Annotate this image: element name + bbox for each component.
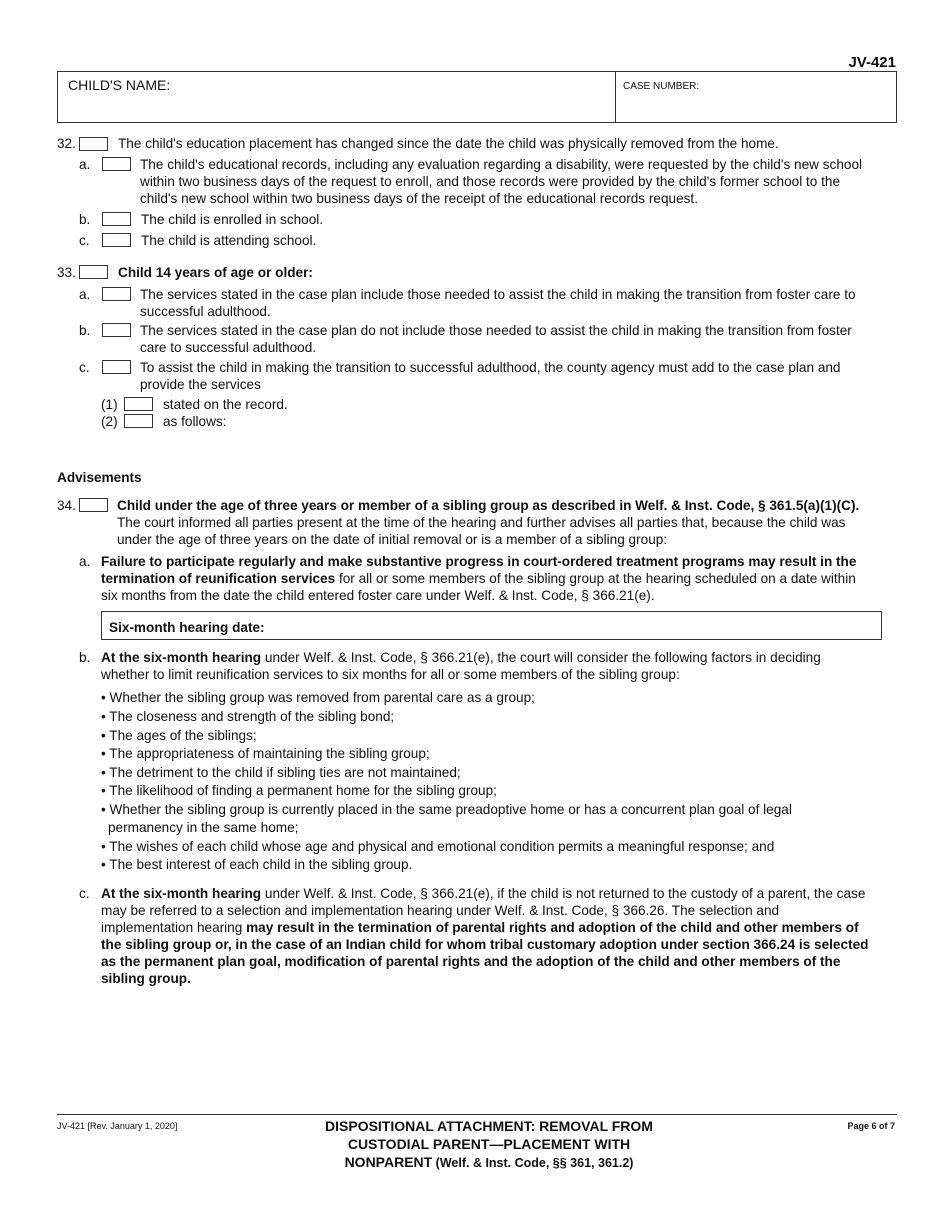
item33a-letter: a. <box>79 287 91 302</box>
item32b-letter: b. <box>79 212 91 227</box>
item32a-line1: The child's educational records, including any evaluation regarding a disability, were requested by the child's new school <box>140 157 863 172</box>
bullet-item: • Whether the sibling group is currently placed in the same preadoptive home or has a concurrent plan goal of legal <box>101 802 792 817</box>
item33-title: Child 14 years of age or older: <box>118 265 313 280</box>
item34-number: 34. <box>57 498 76 513</box>
item34c-line3-bold: may result in the termination of parental rights and adoption of the child and other members of <box>246 920 859 935</box>
footer-rule <box>57 1114 897 1115</box>
item33b-line1: The services stated in the case plan do not include those needed to assist the child in making the transition from foster <box>140 323 852 338</box>
item34b-line2: whether to limit reunification services to six months for all or some members of the sibling group: <box>101 667 680 682</box>
bullet-item-continuation: permanency in the same home; <box>108 820 299 835</box>
item32a-checkbox[interactable] <box>102 157 131 171</box>
bullet-item: • The likelihood of finding a permanent home for the sibling group; <box>101 783 497 798</box>
item34b-letter: b. <box>79 650 91 665</box>
item34a-line2-bold: termination of reunification services <box>101 571 336 586</box>
item33c2-text: as follows: <box>163 414 227 429</box>
header-divider <box>615 71 616 123</box>
item34c-line1 <box>101 885 865 902</box>
bullet-item: • The wishes of each child whose age and physical and emotional condition permits a meaningful response; and <box>101 839 775 854</box>
item33b-letter: b. <box>79 323 91 338</box>
item34a-line1: Failure to participate regularly and make substantive progress in court-ordered treatment programs may result in the <box>101 554 857 569</box>
item34a-letter: a. <box>79 554 91 569</box>
item33c-line2: provide the services <box>140 377 261 392</box>
item33c-line1: To assist the child in making the transition to successful adulthood, the county agency must add to the case plan and <box>140 360 841 375</box>
item32c-letter: c. <box>79 233 90 248</box>
item33c1-text: stated on the record. <box>163 397 288 412</box>
footer-title-line1: DISPOSITIONAL ATTACHMENT: REMOVAL FROM <box>325 1118 653 1134</box>
item33a-line2: successful adulthood. <box>140 304 271 319</box>
item34b-line1-rest: under Welf. & Inst. Code, § 366.21(e), the court will consider the following factors in deciding <box>261 650 821 665</box>
item32c-checkbox[interactable] <box>102 233 131 247</box>
item32c-text: The child is attending school. <box>141 233 317 248</box>
item33-number: 33. <box>57 265 76 280</box>
item32a-line2: within two business days of the request to enroll, and those records were provided by the child's former school to the <box>140 174 841 189</box>
item33c-checkbox[interactable] <box>102 360 131 374</box>
footer-title-line3-big: NONPARENT <box>344 1154 433 1170</box>
item33c-letter: c. <box>79 360 90 375</box>
item32b-checkbox[interactable] <box>102 212 131 226</box>
item33c2-checkbox[interactable] <box>124 414 153 428</box>
footer-page-number: Page 6 of 7 <box>847 1121 895 1131</box>
footer-title-line3-small: (Welf. & Inst. Code, §§ 361, 361.2) <box>432 1156 634 1170</box>
item33b-line2: care to successful adulthood. <box>140 340 317 355</box>
item34c-line1-bold: At the six-month hearing <box>101 886 262 901</box>
item33b-checkbox[interactable] <box>102 323 131 337</box>
item34-line2: under the age of three years on the date of initial removal or is a member of a sibling group: <box>117 532 668 547</box>
item34c-line1-rest: under Welf. & Inst. Code, § 366.21(e), if the child is not returned to the custody of a parent, the case <box>261 886 866 901</box>
item34-title: Child under the age of three years or member of a sibling group as described in Welf. & Inst. Code, § 361.5(a)(1)(C). <box>117 498 860 513</box>
child-name-label: CHILD'S NAME: <box>68 77 171 93</box>
item34c-line4: the sibling group or, in the case of an Indian child for whom tribal customary adoption under section 366.24 is selected <box>101 937 869 952</box>
item33c1-number: (1) <box>101 397 118 412</box>
item34c-line6: sibling group. <box>101 971 191 986</box>
footer-revision: JV-421 [Rev. January 1, 2020] <box>57 1121 178 1131</box>
item34a-line2 <box>101 570 856 587</box>
case-number-label: CASE NUMBER: <box>623 81 700 92</box>
item34b-line1-bold: At the six-month hearing <box>101 650 262 665</box>
item34c-line3 <box>101 919 859 936</box>
item34-line1: The court informed all parties present at the time of the hearing and further advises all parties that, because the child was <box>117 515 846 530</box>
item32-text: The child's education placement has changed since the date the child was physically removed from the home. <box>118 136 779 151</box>
item34c-line3-plain: implementation hearing <box>101 920 247 935</box>
item32-checkbox[interactable] <box>79 137 108 151</box>
item34a-line2-rest: for all or some members of the sibling group at the hearing scheduled on a date within <box>335 571 856 586</box>
item32a-line3: child's new school within two business days of the receipt of the educational records request. <box>140 191 698 206</box>
item32a-letter: a. <box>79 157 91 172</box>
item32-number: 32. <box>57 136 76 151</box>
item34-checkbox[interactable] <box>79 498 108 512</box>
item33-checkbox[interactable] <box>79 265 108 279</box>
item34a-line3: six months from the date the child entered foster care under Welf. & Inst. Code, § 366.21(e). <box>101 588 655 603</box>
bullet-item: • Whether the sibling group was removed from parental care as a group; <box>101 690 535 705</box>
item33a-checkbox[interactable] <box>102 287 131 301</box>
footer-title-line3 <box>0 1154 950 1172</box>
item32b-text: The child is enrolled in school. <box>141 212 324 227</box>
item33a-line1: The services stated in the case plan include those needed to assist the child in making the transition from foster care to <box>140 287 856 302</box>
item34b-line1 <box>101 649 821 666</box>
footer-title-line2: CUSTODIAL PARENT—PLACEMENT WITH <box>347 1136 631 1152</box>
form-id: JV-421 <box>848 54 896 71</box>
advisements-heading: Advisements <box>57 470 142 485</box>
bullet-item: • The detriment to the child if sibling ties are not maintained; <box>101 765 461 780</box>
item34c-line5: as the permanent plan goal, modification of parental rights and the adoption of the child and other members of the <box>101 954 841 969</box>
six-month-hearing-date-label: Six-month hearing date: <box>109 620 265 635</box>
header-box <box>57 71 897 123</box>
bullet-item: • The ages of the siblings; <box>101 728 257 743</box>
item34c-line2: may be referred to a selection and implementation hearing under Welf. & Inst. Code, § 366.26. The selection and <box>101 903 780 918</box>
bullet-item: • The appropriateness of maintaining the sibling group; <box>101 746 430 761</box>
bullet-item: • The best interest of each child in the sibling group. <box>101 857 413 872</box>
item33c1-checkbox[interactable] <box>124 397 153 411</box>
item34c-letter: c. <box>79 886 90 901</box>
item33c2-number: (2) <box>101 414 118 429</box>
bullet-item: • The closeness and strength of the sibling bond; <box>101 709 395 724</box>
